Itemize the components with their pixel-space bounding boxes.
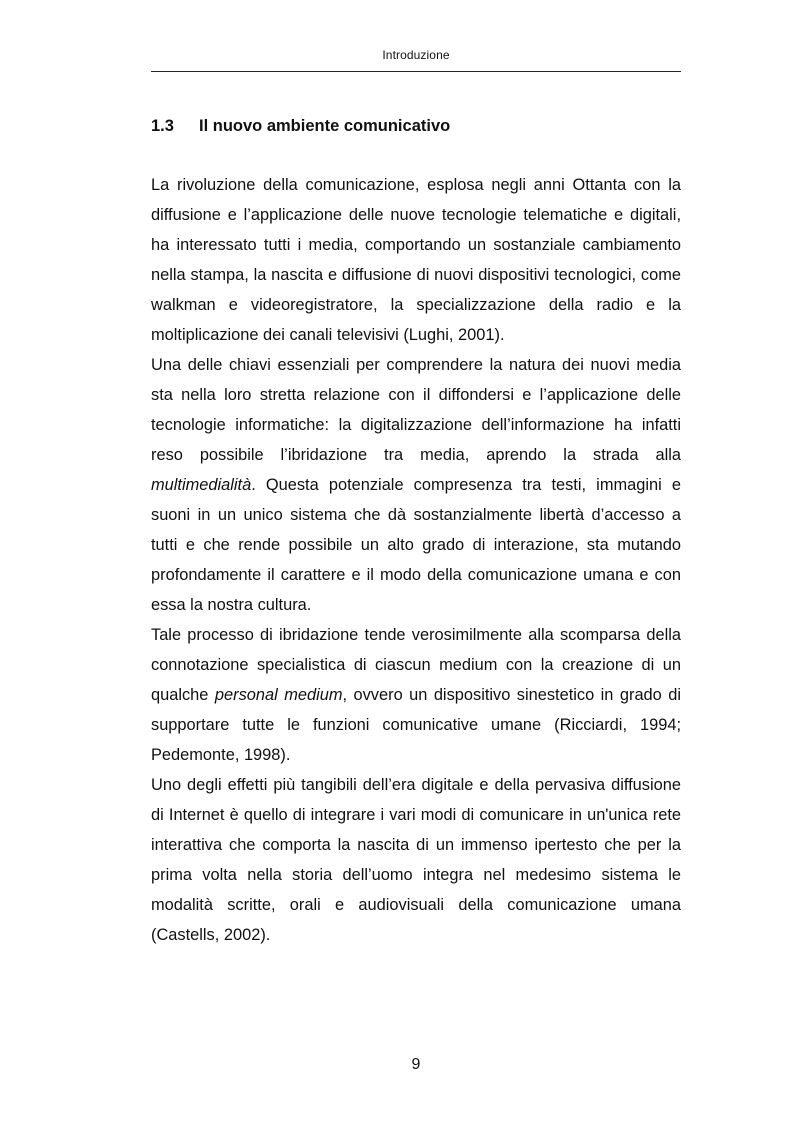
running-header: Introduzione xyxy=(382,48,450,62)
paragraph-3-text-end: , ovvero un dispositivo sinestetico in grado di supportare tutte le funzioni comunicative umane (Ricciardi, 1994; Pedemonte, 1998). xyxy=(151,686,681,764)
body-text xyxy=(151,170,681,950)
paragraph-3-emphasis: personal medium xyxy=(214,686,343,704)
paragraph-2-emphasis: multimedialità xyxy=(151,476,252,494)
paragraph-2 xyxy=(151,350,681,620)
page-number: 9 xyxy=(411,1056,421,1073)
section-title: Il nuovo ambiente comunicativo xyxy=(199,117,451,135)
section-number: 1.3 xyxy=(151,117,174,135)
paragraph-4: Uno degli effetti più tangibili dell’era digitale e della pervasiva diffusione di Internet è quello di integrare i vari modi di comunicare in un'unica rete interattiva che comporta la nascita di un immenso ipertesto che per la prima volta nella storia dell’uomo integra nel medesimo sistema le modalità scritte, orali e audiovisuali della comunicazione umana (Castells, 2002). xyxy=(151,776,681,944)
paragraph-2-text-start: Una delle chiavi essenziali per comprendere la natura dei nuovi media sta nella loro stretta relazione con il diffondersi e l’applicazione delle tecnologie informatiche: la digitalizzazione dell’informazione ha infatti reso possibile l’ibridazione tra media, aprendo la strada alla xyxy=(151,356,681,464)
paragraph-1: La rivoluzione della comunicazione, esplosa negli anni Ottanta con la diffusione e l’applicazione delle nuove tecnologie telematiche e digitali, ha interessato tutti i media, comportando un sostanziale cambiamento nella stampa, la nascita e diffusione di nuovi dispositivi tecnologici, come walkman e videoregistratore, la specializzazione della radio e la moltiplicazione dei canali televisivi (Lughi, 2001). xyxy=(151,176,681,344)
paragraph-3 xyxy=(151,620,681,770)
paragraph-2-text-end: . Questa potenziale compresenza tra testi, immagini e suoni in un unico sistema che dà sostanzialmente libertà d’accesso a tutti e che rende possibile un alto grado di interazione, sta mutando profondamente il carattere e il modo della comunicazione umana e con essa la nostra cultura. xyxy=(151,476,681,614)
section-heading xyxy=(151,114,681,138)
paragraph-3-text-start: Tale processo di ibridazione tende verosimilmente alla scomparsa della connotazione specialistica di ciascun medium con la creazione di un qualche xyxy=(151,626,681,704)
header-rule xyxy=(151,71,681,72)
